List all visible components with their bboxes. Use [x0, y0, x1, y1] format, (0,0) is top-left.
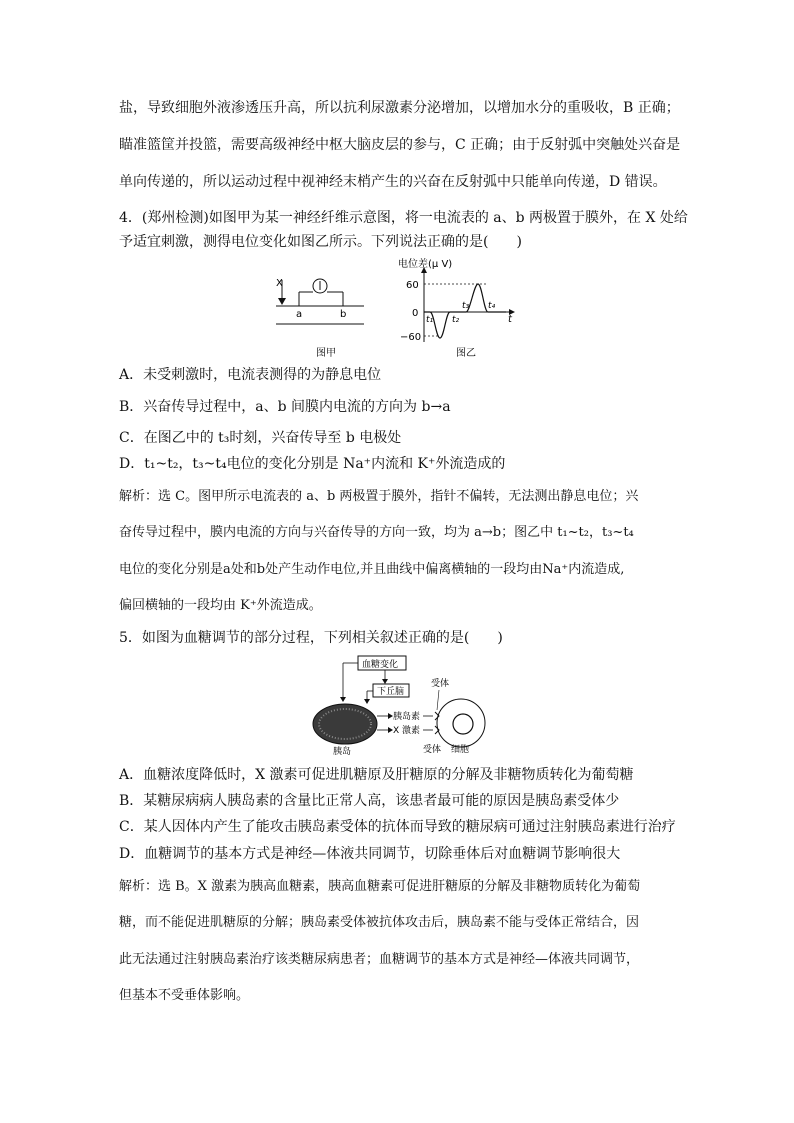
q4-figure-b: [396, 256, 526, 362]
tick-t3: t₃: [462, 301, 470, 311]
stimulus-arrowhead: [278, 298, 286, 305]
potential-curve: [424, 284, 506, 338]
q4-stem-line-1: 4．(郑州检测)如图甲为某一神经纤维示意图，将一电流表的 a、b 两极置于膜外，在 X 处给: [119, 210, 688, 226]
tick-t4: t₄: [488, 301, 496, 311]
analysis-prev-line-3: 单向传递的，所以运动过程中视神经末梢产生的兴奋在反射弧中只能单向传递，D 错误。: [119, 174, 667, 190]
q5-stem: 5．如图为血糖调节的部分过程，下列相关叙述正确的是( ): [119, 630, 503, 646]
analysis-prev-line-2: 瞄准篮筐并投篮，需要高级神经中枢大脑皮层的参与，C 正确；由于反射弧中突触处兴奋是: [119, 137, 681, 153]
box-blood-sugar-label: 血糖变化: [362, 660, 399, 670]
q5-option-a: A．血糖浓度降低时，X 激素可促进肌糖原及肝糖原的分解及非糖物质转化为葡萄糖: [119, 767, 634, 783]
axis-t: t: [508, 314, 512, 325]
q4-option-a: A．未受刺激时，电流表测得的为静息电位: [119, 367, 382, 383]
box-hypothalamus-label: 下丘脑: [377, 687, 405, 697]
receptor-bottom-label: 受体: [423, 745, 442, 755]
label-x: X: [276, 278, 283, 289]
q5-figure: [305, 654, 505, 760]
arrow-sugar-head: [340, 697, 346, 702]
q4-stem-line-2: 予适宜刺激，测得电位变化如图乙所示。下列说法正确的是( ): [119, 234, 522, 250]
arrow-to-hypothalamus-head: [382, 679, 388, 684]
q5-analysis-line-2: 糖，而不能促进肌糖原的分解；胰岛素受体被抗体攻击后，胰岛素不能与受体正常结合，因: [119, 915, 640, 930]
q5-analysis-line-1: 解析：选 B。X 激素为胰高血糖素，胰高血糖素可促进肝糖原的分解及非糖物质转化为葡萄: [119, 879, 641, 894]
q5-analysis-line-4: 但基本不受垂体影响。: [119, 988, 250, 1003]
q5-option-d: D．血糖调节的基本方式是神经—体液共同调节，切除垂体后对血糖调节影响很大: [119, 846, 621, 862]
receptor-top-pointer: [437, 690, 439, 710]
tick-t2: t₂: [452, 315, 460, 325]
x-hormone-label: X 激素: [393, 726, 421, 736]
q4-figure-a: [272, 272, 372, 362]
q4-option-d: D．t₁~t₂，t₃~t₄电位的变化分别是 Na⁺内流和 K⁺外流造成的: [119, 456, 506, 472]
islet-label: 胰岛: [333, 747, 352, 757]
cell-label: 细胞: [451, 745, 470, 755]
q4-analysis-line-2: 奋传导过程中，膜内电流的方向与兴奋传导的方向一致，均为 a→b；图乙中 t₁~t₂，t₃~t₄: [119, 525, 634, 540]
q5-option-b: B．某糖尿病病人胰岛素的含量比正常人高，该患者最可能的原因是胰岛素受体少: [119, 793, 620, 809]
cell-nucleus-icon: [453, 714, 473, 734]
q4-analysis-line-3: 电位的变化分别是a处和b处产生动作电位,并且曲线中偏离横轴的一段均由Na⁺内流造成,: [119, 562, 625, 577]
pancreatic-islet-icon: [313, 704, 377, 744]
tick-t1: t₁: [426, 315, 434, 325]
hypothalamus-arrow-head: [364, 699, 370, 704]
q5-option-c: C．某人因体内产生了能攻击胰岛素受体的抗体而导致的糖尿病可通过注射胰岛素进行治疗: [119, 819, 676, 835]
tick-60: 60: [406, 280, 419, 291]
tick-0: 0: [412, 308, 419, 319]
q4-analysis-line-1: 解析：选 C。图甲所示电流表的 a、b 两极置于膜外，指针不偏转，无法测出静息电位；兴: [119, 489, 639, 504]
receptor-top-label: 受体: [431, 679, 450, 689]
label-a: a: [296, 309, 303, 320]
tick-neg60: −60: [400, 332, 422, 343]
q4-option-b: B．兴奋传导过程中，a、b 间膜内电流的方向为 b→a: [119, 399, 451, 415]
y-axis-label: 电位差(μ V): [398, 259, 453, 270]
q4-analysis-line-4: 偏回横轴的一段均由 K⁺外流造成。: [119, 598, 322, 613]
label-b: b: [340, 309, 347, 320]
figure-b-label: 图乙: [456, 348, 476, 359]
q4-option-c: C．在图乙中的 t₃时刻，兴奋传导至 b 电极处: [119, 430, 402, 446]
figure-a-label: 图甲: [316, 348, 336, 359]
analysis-prev-line-1: 盐，导致细胞外液渗透压升高，所以抗利尿激素分泌增加，以增加水分的重吸收，B 正确；: [119, 100, 680, 116]
q5-analysis-line-3: 此无法通过注射胰岛素治疗该类糖尿病患者；血糖调节的基本方式是神经—体液共同调节，: [119, 952, 640, 967]
insulin-label: 胰岛素: [393, 712, 421, 722]
target-cell-icon: [437, 699, 485, 747]
